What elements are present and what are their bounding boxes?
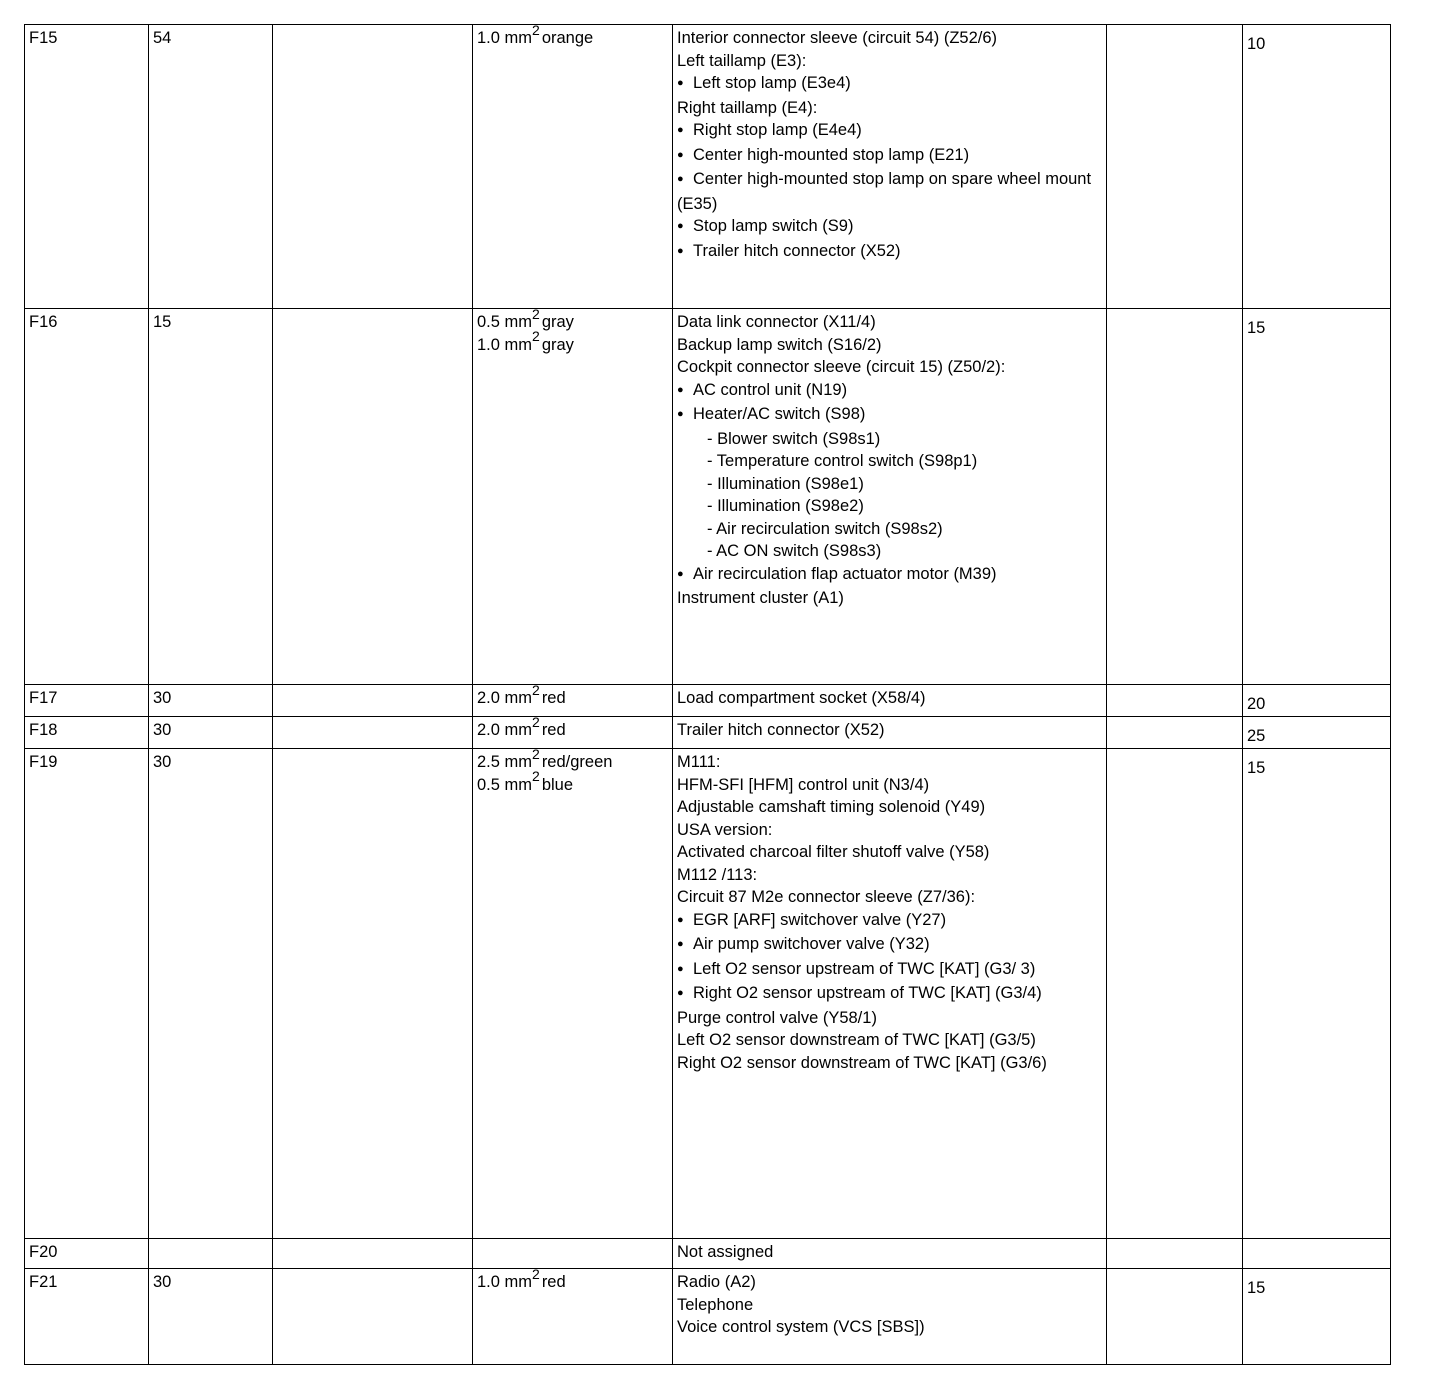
consumer-item: [677, 379, 1102, 404]
consumer-text: Not assigned: [677, 1243, 774, 1261]
consumer-text: Right taillamp (E4):: [677, 98, 818, 117]
fuse-number-cell: F17: [25, 685, 149, 717]
wire-color: gray: [541, 335, 574, 354]
consumer-text: Left stop lamp (E3e4): [693, 74, 851, 92]
circuit-cell: 30: [149, 749, 273, 1239]
wire-cell: [473, 749, 673, 1239]
wire-cell: [473, 685, 673, 717]
wire-color: red: [541, 689, 566, 707]
fuse-row-f17: [25, 685, 1391, 717]
circuit-cell: 54: [149, 25, 273, 309]
consumer-item: [677, 958, 1102, 983]
consumer-cell: [673, 1269, 1107, 1365]
bullet-icon: ●: [677, 220, 684, 232]
consumer-item: [677, 27, 1102, 50]
consumer-item: [677, 819, 1102, 842]
consumer-text: Center high-mounted stop lamp on spare wheel mount (E35): [677, 170, 1092, 213]
consumer-text: Data link connector (X11/4): [677, 313, 876, 331]
fuse-rating: 15: [1247, 759, 1266, 777]
wire-size: 1.0 mm: [477, 1273, 533, 1291]
bullet-icon: ●: [677, 938, 684, 950]
fuse-row-f18: [25, 717, 1391, 749]
wire-color: red: [541, 721, 566, 739]
wire-size-superscript: 2: [532, 308, 540, 322]
wire-size-superscript: 2: [532, 748, 540, 762]
circuit-cell: 30: [149, 685, 273, 717]
wire-color: blue: [541, 775, 574, 794]
consumer-item: [677, 72, 1102, 97]
consumer-item: [677, 97, 1102, 120]
consumer-text: HFM-SFI [HFM] control unit (N3/4): [677, 775, 930, 794]
fuse-row-f20: [25, 1239, 1391, 1269]
consumer-item: [677, 751, 1102, 774]
consumer-text: Adjustable camshaft timing solenoid (Y49): [677, 798, 986, 816]
consumer-text: Voice control system (VCS [SBS]): [677, 1318, 925, 1336]
consumer-item: [677, 587, 1102, 610]
consumer-text: Right O2 sensor downstream of TWC [KAT] (G3/6): [677, 1053, 1047, 1072]
blank-cell: [273, 25, 473, 309]
wire-size-superscript: 2: [532, 1268, 540, 1282]
consumer-item: [677, 356, 1102, 379]
blank-cell: [1107, 309, 1243, 685]
consumer-item: [677, 518, 1102, 541]
wire-cell: [473, 25, 673, 309]
consumer-item: [677, 796, 1102, 819]
consumer-text: Center high-mounted stop lamp (E21): [693, 145, 970, 164]
blank-cell: [273, 685, 473, 717]
consumer-item: [677, 119, 1102, 144]
bullet-icon: ●: [677, 567, 684, 580]
wire-size: 1.0 mm: [477, 335, 533, 354]
consumer-text: Interior connector sleeve (circuit 54) (Z52/6): [677, 29, 998, 47]
fuse-number-cell: F21: [25, 1269, 149, 1365]
wire-spec: [477, 328, 668, 357]
consumer-text: Heater/AC switch (S98): [693, 405, 866, 423]
consumer-item: [677, 886, 1102, 909]
bullet-icon: ●: [677, 962, 684, 975]
blank-cell: [273, 717, 473, 749]
consumer-text: Right stop lamp (E4e4): [693, 121, 862, 139]
consumer-item: [677, 982, 1102, 1007]
consumer-text: Activated charcoal filter shutoff valve (Y58): [677, 843, 990, 861]
fuse-rating: 20: [1247, 695, 1266, 713]
consumer-item: [677, 1316, 1102, 1339]
consumer-text: Cockpit connector sleeve (circuit 15) (Z50/2):: [677, 358, 1006, 376]
consumer-item: [677, 540, 1102, 563]
consumer-cell: [673, 749, 1107, 1239]
consumer-item: [677, 311, 1102, 334]
consumer-item: [677, 450, 1102, 473]
consumer-text: Backup lamp switch (S16/2): [677, 335, 882, 354]
consumer-text: - Blower switch (S98s1): [707, 429, 881, 448]
blank-cell: [273, 1269, 473, 1365]
wire-size: 0.5 mm: [477, 775, 533, 794]
consumer-cell: [673, 685, 1107, 717]
fuse-assignment-table: [24, 24, 1391, 1365]
consumer-text: - Illumination (S98e1): [707, 474, 864, 493]
consumer-item: [677, 50, 1102, 73]
bullet-icon: ●: [677, 148, 684, 161]
consumer-item: [677, 1052, 1102, 1075]
wire-size-superscript: 2: [532, 328, 540, 344]
consumer-item: [677, 144, 1102, 169]
consumer-item: [677, 1294, 1102, 1317]
fuse-number-cell: F16: [25, 309, 149, 685]
wire-size-superscript: 2: [532, 684, 540, 698]
consumer-text: Trailer hitch connector (X52): [677, 721, 885, 739]
fuse-rating-cell: [1243, 749, 1391, 1239]
fuse-number-cell: F18: [25, 717, 149, 749]
bullet-icon: ●: [677, 173, 684, 185]
consumer-item: [677, 495, 1102, 518]
consumer-text: Purge control valve (Y58/1): [677, 1008, 877, 1027]
consumer-text: Trailer hitch connector (X52): [693, 241, 901, 260]
consumer-text: Left taillamp (E3):: [677, 51, 807, 70]
fuse-rating: 15: [1247, 1279, 1266, 1297]
consumer-item: [677, 563, 1102, 588]
wire-cell: [473, 1239, 673, 1269]
consumer-item: [677, 473, 1102, 496]
consumer-text: Air pump switchover valve (Y32): [693, 935, 930, 953]
consumer-text: Left O2 sensor downstream of TWC [KAT] (G3/5): [677, 1031, 1036, 1049]
fuse-rating: 25: [1247, 727, 1266, 745]
fuse-row-f16: [25, 309, 1391, 685]
bullet-icon: ●: [677, 408, 684, 420]
consumer-item: [677, 933, 1102, 958]
consumer-text: Instrument cluster (A1): [677, 589, 844, 607]
fuse-number-cell: F15: [25, 25, 149, 309]
consumer-text: Load compartment socket (X58/4): [677, 689, 926, 707]
blank-cell: [1107, 717, 1243, 749]
consumer-text: M112 /113:: [677, 865, 758, 884]
blank-cell: [273, 749, 473, 1239]
consumer-cell: [673, 717, 1107, 749]
consumer-item: [677, 428, 1102, 451]
consumer-item: [677, 1007, 1102, 1030]
bullet-icon: ●: [677, 124, 684, 136]
fuse-rating: [1247, 1241, 1386, 1247]
consumer-text: - AC ON switch (S98s3): [707, 542, 882, 560]
wire-spec: [477, 748, 668, 774]
wire-color: red/green: [541, 753, 613, 771]
blank-cell: [1107, 1269, 1243, 1365]
wire-color: orange: [541, 29, 594, 47]
bullet-icon: ●: [677, 913, 684, 926]
consumer-text: Radio (A2): [677, 1273, 756, 1291]
wire-spec: [477, 716, 668, 742]
consumer-text: Left O2 sensor upstream of TWC [KAT] (G3/ 3): [693, 959, 1036, 978]
bullet-icon: ●: [677, 987, 684, 999]
wire-spec: [477, 768, 668, 797]
fuse-number-cell: F19: [25, 749, 149, 1239]
consumer-text: - Temperature control switch (S98p1): [707, 452, 978, 470]
consumer-item: [677, 334, 1102, 357]
wire-spec: [477, 1268, 668, 1294]
consumer-text: M111:: [677, 753, 721, 771]
blank-cell: [1107, 749, 1243, 1239]
wire-color: gray: [541, 313, 574, 331]
consumer-item: [677, 719, 1102, 742]
fuse-table-body: [25, 25, 1391, 1365]
wire-size: 2.0 mm: [477, 721, 533, 739]
consumer-text: AC control unit (N19): [693, 380, 848, 399]
consumer-item: [677, 774, 1102, 797]
consumer-text: Telephone: [677, 1295, 754, 1314]
circuit-cell: [149, 1239, 273, 1269]
bullet-icon: ●: [677, 77, 684, 89]
fuse-rating-cell: [1243, 1269, 1391, 1365]
wire-cell: [473, 1269, 673, 1365]
wire-spec: [477, 24, 668, 50]
circuit-cell: 30: [149, 1269, 273, 1365]
fuse-number-cell: F20: [25, 1239, 149, 1269]
fuse-row-f15: [25, 25, 1391, 309]
fuse-rating-cell: [1243, 309, 1391, 685]
consumer-text: Air recirculation flap actuator motor (M39): [693, 564, 997, 583]
consumer-item: [677, 168, 1102, 215]
fuse-rating-cell: [1243, 717, 1391, 749]
wire-spec: [477, 308, 668, 334]
wire-size: 0.5 mm: [477, 313, 533, 331]
wire-size-superscript: 2: [532, 24, 540, 38]
wire-size: 1.0 mm: [477, 29, 533, 47]
consumer-text: - Air recirculation switch (S98s2): [707, 519, 943, 538]
consumer-text: Right O2 sensor upstream of TWC [KAT] (G3/4): [693, 984, 1042, 1002]
wire-size-superscript: 2: [532, 716, 540, 730]
wire-spec: [477, 684, 668, 710]
fuse-rating-cell: [1243, 1239, 1391, 1269]
consumer-item: [677, 1029, 1102, 1052]
circuit-cell: 30: [149, 717, 273, 749]
blank-cell: [1107, 685, 1243, 717]
consumer-cell: [673, 1239, 1107, 1269]
circuit-cell: 15: [149, 309, 273, 685]
consumer-item: [677, 841, 1102, 864]
fuse-rating-cell: [1243, 25, 1391, 309]
bullet-icon: ●: [677, 383, 684, 396]
consumer-cell: [673, 25, 1107, 309]
consumer-cell: [673, 309, 1107, 685]
consumer-item: [677, 240, 1102, 265]
fuse-rating: 15: [1247, 319, 1266, 337]
fuse-rating: 10: [1247, 35, 1266, 53]
wire-size: 2.0 mm: [477, 689, 533, 707]
blank-cell: [1107, 25, 1243, 309]
consumer-item: [677, 864, 1102, 887]
blank-cell: [273, 1239, 473, 1269]
wire-cell: [473, 717, 673, 749]
wire-size-superscript: 2: [532, 768, 540, 784]
consumer-text: - Illumination (S98e2): [707, 497, 864, 515]
bullet-icon: ●: [677, 244, 684, 257]
consumer-text: EGR [ARF] switchover valve (Y27): [693, 910, 947, 929]
wire-size: 2.5 mm: [477, 753, 533, 771]
consumer-item: [677, 1271, 1102, 1294]
fuse-row-f19: [25, 749, 1391, 1239]
consumer-item: [677, 687, 1102, 710]
blank-cell: [1107, 1239, 1243, 1269]
fuse-rating-cell: [1243, 685, 1391, 717]
wire-color: red: [541, 1273, 566, 1291]
wire-cell: [473, 309, 673, 685]
consumer-item: [677, 403, 1102, 428]
consumer-item: [677, 909, 1102, 934]
consumer-text: Stop lamp switch (S9): [693, 217, 854, 235]
consumer-text: Circuit 87 M2e connector sleeve (Z7/36):: [677, 888, 976, 906]
blank-cell: [273, 309, 473, 685]
consumer-item: [677, 215, 1102, 240]
consumer-item: [677, 1241, 1102, 1264]
consumer-text: USA version:: [677, 820, 773, 839]
fuse-row-f21: [25, 1269, 1391, 1365]
